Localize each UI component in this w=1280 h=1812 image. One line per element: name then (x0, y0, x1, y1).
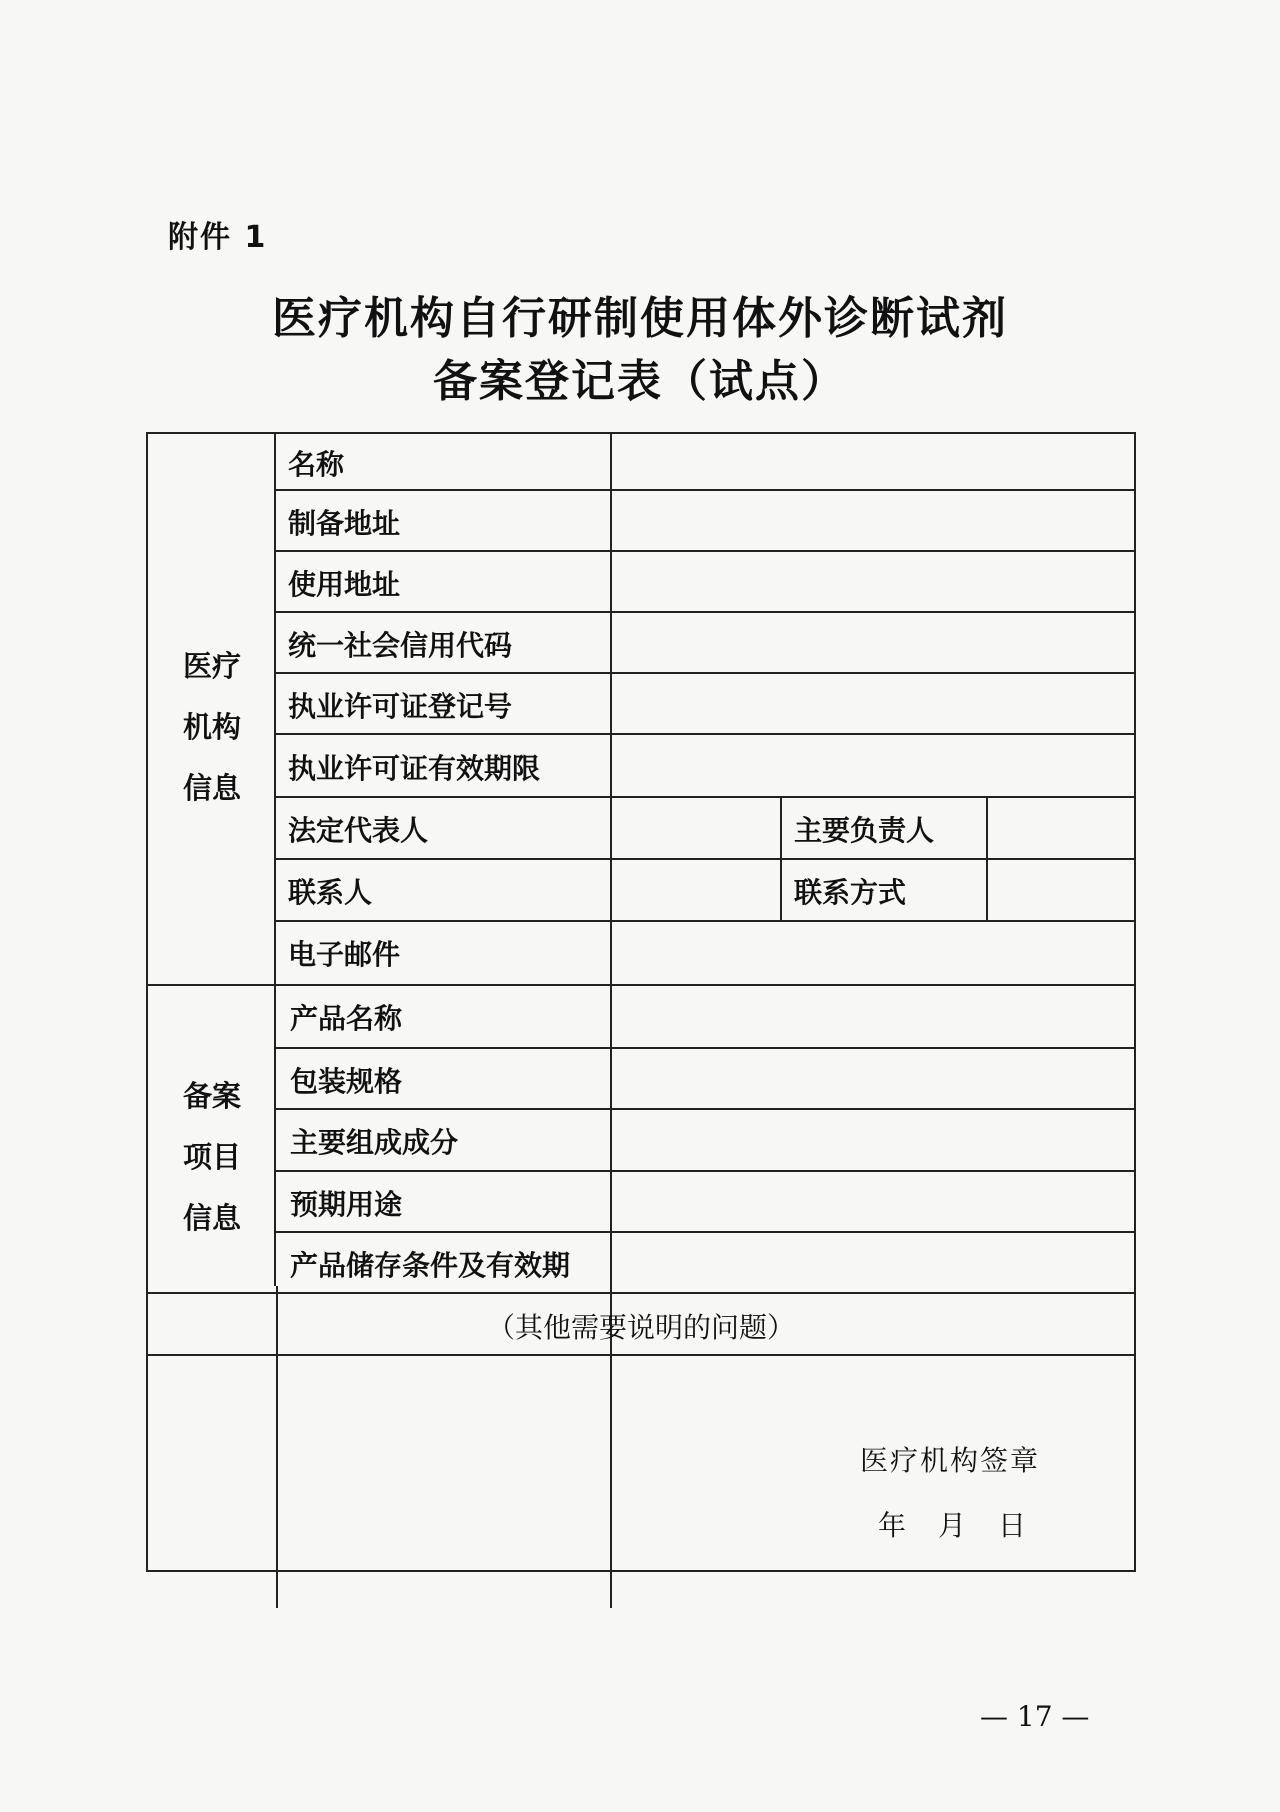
section-label-line: 备案 (182, 1079, 241, 1113)
field-label-contact: 联系人 (288, 876, 373, 909)
field-label-contact-method: 联系方式 (794, 876, 907, 909)
section-label-line: 机构 (182, 710, 241, 744)
field-value-license-no[interactable] (612, 674, 1134, 733)
field-value-email[interactable] (612, 922, 1134, 984)
other-issues-heading: （其他需要说明的问题） (486, 1311, 795, 1344)
field-value-name[interactable] (612, 434, 1134, 489)
attachment-label: 附件 1 (168, 220, 268, 255)
field-label-principal: 主要负责人 (794, 814, 935, 847)
form-title-line1: 医疗机构自行研制使用体外诊断试剂 (272, 293, 1008, 344)
form-title-line2: 备案登记表（试点） (433, 356, 847, 407)
field-value-legal-rep[interactable] (612, 798, 780, 858)
field-label-use-address: 使用地址 (288, 567, 401, 601)
field-label-storage: 产品储存条件及有效期 (290, 1248, 571, 1282)
field-label-legal-rep: 法定代表人 (288, 814, 429, 847)
field-label-main-components: 主要组成成分 (290, 1126, 459, 1159)
section-label-line: 项目 (182, 1140, 241, 1174)
institution-seal-label: 医疗机构签章 (860, 1444, 1041, 1477)
field-label-name: 名称 (288, 447, 345, 481)
project-section-label (148, 1066, 276, 1249)
field-label-intended-use: 预期用途 (290, 1187, 403, 1221)
field-label-license-validity: 执业许可证有效期限 (288, 751, 541, 785)
field-label-prep-address: 制备地址 (288, 506, 401, 540)
field-value-principal[interactable] (988, 798, 1134, 858)
field-value-use-address[interactable] (612, 552, 1134, 611)
field-value-intended-use[interactable] (612, 1172, 1134, 1231)
field-label-email: 电子邮件 (288, 938, 401, 971)
field-value-package-spec[interactable] (612, 1049, 1134, 1108)
field-value-storage[interactable] (612, 1233, 1134, 1292)
section-label-line: 医疗 (182, 649, 241, 683)
field-value-main-components[interactable] (612, 1110, 1134, 1170)
field-label-product-name: 产品名称 (290, 1001, 403, 1035)
field-value-license-validity[interactable] (612, 735, 1134, 796)
page-number: — 17 — (980, 1700, 1090, 1733)
field-value-credit-code[interactable] (612, 613, 1134, 672)
date-label: 年 月 日 (878, 1509, 1029, 1542)
section-label-line: 信息 (182, 771, 241, 805)
institution-section-label (148, 636, 276, 819)
field-value-product-name[interactable] (612, 986, 1134, 1047)
field-value-prep-address[interactable] (612, 491, 1134, 550)
section-label-line: 信息 (182, 1201, 241, 1235)
field-value-contact-method[interactable] (988, 860, 1134, 920)
registration-form (146, 432, 1136, 1572)
field-value-contact[interactable] (612, 860, 780, 920)
field-label-package-spec: 包装规格 (290, 1064, 403, 1098)
field-label-license-no: 执业许可证登记号 (288, 689, 513, 723)
field-label-credit-code: 统一社会信用代码 (288, 628, 513, 662)
